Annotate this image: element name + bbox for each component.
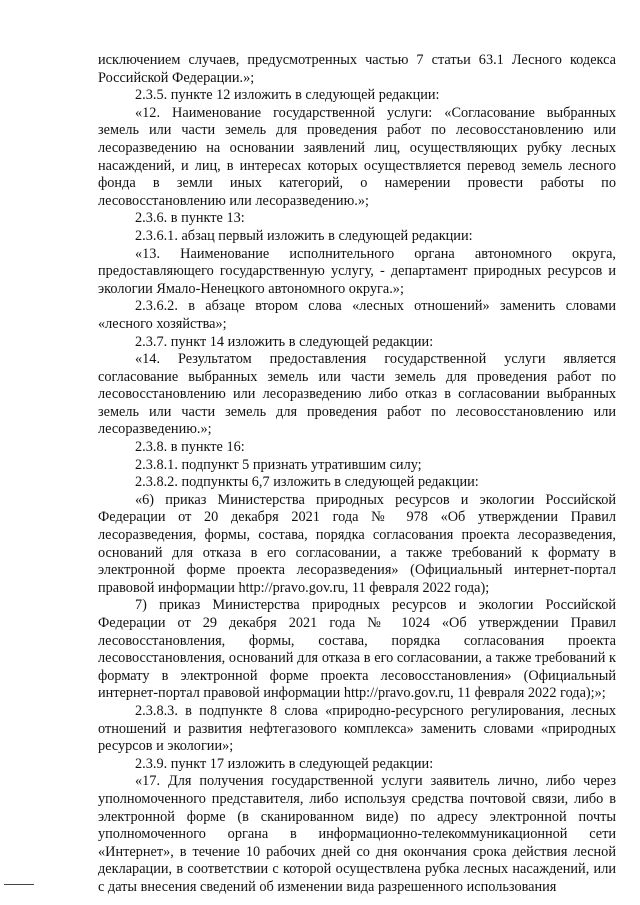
paragraph-point-14: «14. Результатом предоставления государственной услуги является согласование выбранных земель или части земель для проведения работ по лесовосстановлению или лесоразведению либо отказ в согласовании выбранных земель или части земель для проведения работ по лесовосстановлению или лесоразведению.»; xyxy=(98,351,616,438)
paragraph-continuation: исключением случаев, предусмотренных частью 7 статьи 63.1 Лесного кодекса Российской Федерации.»; xyxy=(98,52,616,86)
paragraph-item-2-3-9: 2.3.9. пункт 17 изложить в следующей редакции: xyxy=(135,755,434,772)
paragraph-item-2-3-8: 2.3.8. в пункте 16: xyxy=(135,439,245,456)
paragraph-item-2-3-6: 2.3.6. в пункте 13: xyxy=(135,210,245,227)
paragraph-item-2-3-6-2: 2.3.6.2. в абзаце втором слова «лесных отношений» заменить словами «лесного хозяйства»; xyxy=(98,298,616,332)
paragraph-item-2-3-8-1: 2.3.8.1. подпункт 5 признать утратившим силу; xyxy=(135,456,422,473)
document-body xyxy=(98,52,616,897)
paragraph-point-12: «12. Наименование государственной услуги: «Согласование выбранных земель или части земель для проведения работ по лесовосстановлению или лесоразведению на основании заявлений лиц, осуществляющих рубку лесных насаждений, и лиц, в интересах которых осуществляется перевод земель лесного фонда в земли иных категорий, о намерении провести работы по лесовосстановлению или лесоразведению.»; xyxy=(98,104,616,209)
footer-divider xyxy=(4,884,34,885)
paragraph-item-2-3-7: 2.3.7. пункт 14 изложить в следующей редакции: xyxy=(135,333,434,350)
paragraph-point-13: «13. Наименование исполнительного органа автономного округа, предоставляющего государственную услугу, - департамент природных ресурсов и экологии Ямало-Ненецкого автономного округа.»; xyxy=(98,245,616,297)
paragraph-subpoint-6: «6) приказ Министерства природных ресурсов и экологии Российской Федерации от 20 декабря 2021 года № 978 «Об утверждении Правил лесоразведения, формы, состава, порядка согласования проекта лесоразведения, оснований для отказа в его согласовании, а также требований к формату в электронной форме проекта лесоразведения» (Официальный интернет-портал правовой информации http://pravo.gov.ru, 11 февраля 2022 года); xyxy=(98,491,616,596)
paragraph-item-2-3-5: 2.3.5. пункте 12 изложить в следующей редакции: xyxy=(135,87,440,104)
paragraph-point-17: «17. Для получения государственной услуги заявитель лично, либо через уполномоченного представителя, либо используя средства почтовой связи, либо в электронной форме (в сканированном виде) по адресу электронной почты уполномоченного органа в информационно-телекоммуникационной сети «Интернет», в течение 10 рабочих дней со дня окончания срока действия лесной декларации, в соответствии с которой осуществлена рубка лесных насаждений, или с даты внесения сведений об изменении вида разрешенного использования xyxy=(98,773,616,895)
paragraph-item-2-3-8-3: 2.3.8.3. в подпункте 8 слова «природно-ресурсного регулирования, лесных отношений и развития нефтегазового комплекса» заменить словами «природных ресурсов и экологии»; xyxy=(98,702,616,755)
paragraph-item-2-3-8-2: 2.3.8.2. подпункты 6,7 изложить в следующей редакции: xyxy=(135,474,479,491)
paragraph-subpoint-7: 7) приказ Министерства природных ресурсов и экологии Российской Федерации от 29 декабря 2021 года № 1024 «Об утверждении Правил лесовосстановления, формы, состава, порядка согласования проекта лесовосстановления, оснований для отказа в его согласовании, а также требований к формату в электронной форме проекта лесовосстановления» (Официальный интернет-портал правовой информации http://pravo.gov.ru, 11 февраля 2022 года);»; xyxy=(98,597,616,702)
paragraph-item-2-3-6-1: 2.3.6.1. абзац первый изложить в следующей редакции: xyxy=(135,227,473,244)
